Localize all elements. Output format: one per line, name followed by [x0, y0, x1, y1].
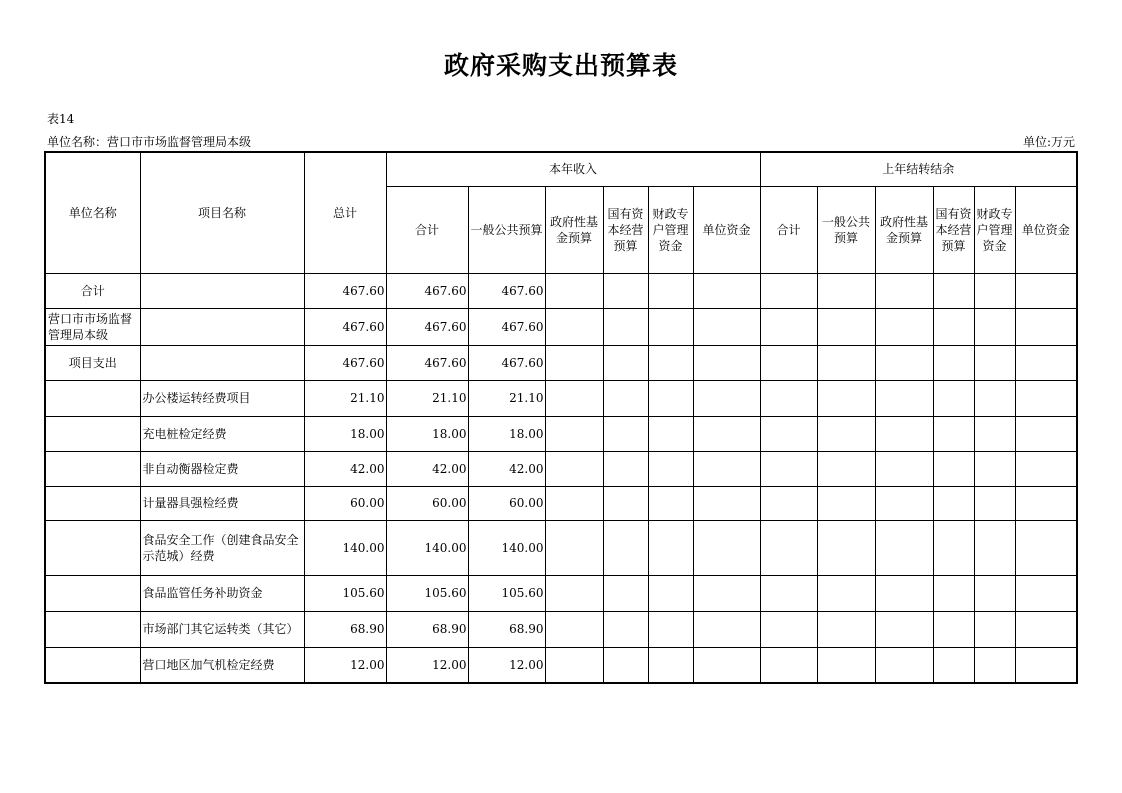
- row-total-cell: 467.60: [304, 273, 386, 308]
- row-carry-unit-funds-cell: [1015, 345, 1077, 380]
- row-carry-general-cell: [817, 486, 875, 520]
- header-item-name: 项目名称: [140, 152, 304, 273]
- row-carry-fiscal-special-cell: [974, 520, 1015, 575]
- row-income-fiscal-special-cell: [648, 345, 693, 380]
- row-total-cell: 18.00: [304, 416, 386, 451]
- row-income-gov-fund-cell: [545, 647, 603, 683]
- header-carry-gov-fund: 政府性基金预算: [875, 186, 933, 273]
- row-carry-gov-fund-cell: [875, 273, 933, 308]
- row-carry-state-capital-cell: [933, 647, 974, 683]
- table-row: [45, 611, 1077, 647]
- row-carry-unit-funds-cell: [1015, 520, 1077, 575]
- row-unit-name-cell: 合计: [45, 273, 140, 308]
- row-unit-name-cell: [45, 611, 140, 647]
- row-income-general-cell: 42.00: [468, 451, 545, 486]
- row-carry-heji-cell: [760, 486, 817, 520]
- row-income-state-capital-cell: [603, 451, 648, 486]
- row-item-name-cell: 食品监管任务补助资金: [140, 575, 304, 611]
- row-carry-general-cell: [817, 611, 875, 647]
- row-income-fiscal-special-cell: [648, 520, 693, 575]
- row-total-cell: 60.00: [304, 486, 386, 520]
- row-income-gov-fund-cell: [545, 273, 603, 308]
- table-row: [45, 308, 1077, 345]
- row-carry-state-capital-cell: [933, 611, 974, 647]
- header-current-income: 本年收入: [386, 152, 760, 186]
- row-income-fiscal-special-cell: [648, 611, 693, 647]
- row-item-name-cell: 市场部门其它运转类（其它）: [140, 611, 304, 647]
- row-total-cell: 42.00: [304, 451, 386, 486]
- row-item-name-cell: 营口地区加气机检定经费: [140, 647, 304, 683]
- row-income-general-cell: 467.60: [468, 345, 545, 380]
- row-income-unit-funds-cell: [693, 520, 760, 575]
- row-carry-gov-fund-cell: [875, 520, 933, 575]
- row-carry-general-cell: [817, 451, 875, 486]
- row-carry-fiscal-special-cell: [974, 345, 1015, 380]
- row-income-unit-funds-cell: [693, 611, 760, 647]
- row-carry-heji-cell: [760, 451, 817, 486]
- row-income-gov-fund-cell: [545, 308, 603, 345]
- row-total-cell: 467.60: [304, 308, 386, 345]
- row-carry-fiscal-special-cell: [974, 273, 1015, 308]
- row-income-gov-fund-cell: [545, 486, 603, 520]
- row-carry-general-cell: [817, 575, 875, 611]
- row-income-general-cell: 68.90: [468, 611, 545, 647]
- row-carry-heji-cell: [760, 345, 817, 380]
- row-carry-unit-funds-cell: [1015, 647, 1077, 683]
- table-row: [45, 380, 1077, 416]
- row-carry-state-capital-cell: [933, 345, 974, 380]
- row-income-fiscal-special-cell: [648, 380, 693, 416]
- header-carry-fiscal-special: 财政专户管理资金: [974, 186, 1015, 273]
- row-income-state-capital-cell: [603, 416, 648, 451]
- row-income-general-cell: 140.00: [468, 520, 545, 575]
- row-income-heji-cell: 105.60: [386, 575, 468, 611]
- row-income-gov-fund-cell: [545, 380, 603, 416]
- row-income-unit-funds-cell: [693, 451, 760, 486]
- row-income-fiscal-special-cell: [648, 647, 693, 683]
- row-income-general-cell: 105.60: [468, 575, 545, 611]
- row-total-cell: 12.00: [304, 647, 386, 683]
- row-item-name-cell: 食品安全工作（创建食品安全示范城）经费: [140, 520, 304, 575]
- row-unit-name-cell: 营口市市场监督管理局本级: [45, 308, 140, 345]
- row-carry-unit-funds-cell: [1015, 416, 1077, 451]
- row-income-fiscal-special-cell: [648, 416, 693, 451]
- row-carry-gov-fund-cell: [875, 647, 933, 683]
- row-unit-name-cell: [45, 451, 140, 486]
- row-carry-gov-fund-cell: [875, 486, 933, 520]
- row-income-state-capital-cell: [603, 273, 648, 308]
- header-carry-general: 一般公共预算: [817, 186, 875, 273]
- row-item-name-cell: 充电桩检定经费: [140, 416, 304, 451]
- table-row: [45, 451, 1077, 486]
- row-income-fiscal-special-cell: [648, 451, 693, 486]
- header-unit-name: 单位名称: [45, 152, 140, 273]
- row-carry-unit-funds-cell: [1015, 308, 1077, 345]
- row-carry-unit-funds-cell: [1015, 451, 1077, 486]
- row-carry-unit-funds-cell: [1015, 380, 1077, 416]
- row-carry-heji-cell: [760, 308, 817, 345]
- header-income-gov-fund: 政府性基金预算: [545, 186, 603, 273]
- row-carry-fiscal-special-cell: [974, 416, 1015, 451]
- row-unit-name-cell: 项目支出: [45, 345, 140, 380]
- row-income-fiscal-special-cell: [648, 575, 693, 611]
- row-income-state-capital-cell: [603, 308, 648, 345]
- row-carry-gov-fund-cell: [875, 308, 933, 345]
- header-row-1: [45, 152, 1077, 186]
- row-carry-gov-fund-cell: [875, 345, 933, 380]
- row-unit-name-cell: [45, 486, 140, 520]
- row-carry-fiscal-special-cell: [974, 647, 1015, 683]
- row-carry-gov-fund-cell: [875, 611, 933, 647]
- row-carry-state-capital-cell: [933, 308, 974, 345]
- row-income-state-capital-cell: [603, 486, 648, 520]
- row-carry-fiscal-special-cell: [974, 486, 1015, 520]
- row-total-cell: 467.60: [304, 345, 386, 380]
- currency-unit-label: 单位:万元: [1022, 135, 1075, 149]
- row-unit-name-cell: [45, 416, 140, 451]
- row-carry-general-cell: [817, 647, 875, 683]
- table-row: [45, 345, 1077, 380]
- row-carry-unit-funds-cell: [1015, 575, 1077, 611]
- row-carry-state-capital-cell: [933, 380, 974, 416]
- row-income-heji-cell: 60.00: [386, 486, 468, 520]
- row-income-gov-fund-cell: [545, 520, 603, 575]
- row-carry-unit-funds-cell: [1015, 486, 1077, 520]
- row-carry-heji-cell: [760, 380, 817, 416]
- unit-name-label: 单位名称：营口市市场监督管理局本级: [47, 135, 252, 149]
- row-income-heji-cell: 12.00: [386, 647, 468, 683]
- row-carry-state-capital-cell: [933, 520, 974, 575]
- row-income-heji-cell: 42.00: [386, 451, 468, 486]
- header-income-fiscal-special: 财政专户管理资金: [648, 186, 693, 273]
- row-income-fiscal-special-cell: [648, 486, 693, 520]
- row-income-unit-funds-cell: [693, 647, 760, 683]
- row-carry-fiscal-special-cell: [974, 380, 1015, 416]
- row-income-heji-cell: 21.10: [386, 380, 468, 416]
- row-income-unit-funds-cell: [693, 486, 760, 520]
- header-carry-state-capital: 国有资本经营预算: [933, 186, 974, 273]
- row-income-general-cell: 18.00: [468, 416, 545, 451]
- row-carry-fiscal-special-cell: [974, 451, 1015, 486]
- row-carry-general-cell: [817, 273, 875, 308]
- row-income-heji-cell: 467.60: [386, 308, 468, 345]
- row-unit-name-cell: [45, 380, 140, 416]
- row-income-fiscal-special-cell: [648, 308, 693, 345]
- row-carry-gov-fund-cell: [875, 451, 933, 486]
- table-row: [45, 416, 1077, 451]
- row-total-cell: 21.10: [304, 380, 386, 416]
- row-item-name-cell: [140, 273, 304, 308]
- row-income-gov-fund-cell: [545, 451, 603, 486]
- row-carry-heji-cell: [760, 575, 817, 611]
- row-income-heji-cell: 68.90: [386, 611, 468, 647]
- row-carry-state-capital-cell: [933, 416, 974, 451]
- row-carry-general-cell: [817, 345, 875, 380]
- row-carry-gov-fund-cell: [875, 380, 933, 416]
- row-income-gov-fund-cell: [545, 575, 603, 611]
- row-carry-heji-cell: [760, 520, 817, 575]
- table-number: 表14: [47, 112, 75, 126]
- header-carry-heji: 合计: [760, 186, 817, 273]
- row-carry-heji-cell: [760, 647, 817, 683]
- header-total: 总计: [304, 152, 386, 273]
- row-carry-general-cell: [817, 308, 875, 345]
- row-income-unit-funds-cell: [693, 273, 760, 308]
- row-carry-state-capital-cell: [933, 273, 974, 308]
- row-carry-unit-funds-cell: [1015, 273, 1077, 308]
- row-carry-heji-cell: [760, 273, 817, 308]
- row-income-unit-funds-cell: [693, 575, 760, 611]
- row-income-heji-cell: 467.60: [386, 345, 468, 380]
- row-income-general-cell: 12.00: [468, 647, 545, 683]
- row-total-cell: 68.90: [304, 611, 386, 647]
- table-row: [45, 520, 1077, 575]
- row-income-heji-cell: 467.60: [386, 273, 468, 308]
- row-carry-fiscal-special-cell: [974, 308, 1015, 345]
- row-unit-name-cell: [45, 520, 140, 575]
- row-income-gov-fund-cell: [545, 611, 603, 647]
- row-item-name-cell: [140, 345, 304, 380]
- row-income-heji-cell: 18.00: [386, 416, 468, 451]
- row-income-heji-cell: 140.00: [386, 520, 468, 575]
- row-income-unit-funds-cell: [693, 308, 760, 345]
- row-income-general-cell: 467.60: [468, 308, 545, 345]
- row-income-general-cell: 467.60: [468, 273, 545, 308]
- row-income-gov-fund-cell: [545, 345, 603, 380]
- row-carry-fiscal-special-cell: [974, 611, 1015, 647]
- row-income-state-capital-cell: [603, 575, 648, 611]
- row-unit-name-cell: [45, 575, 140, 611]
- header-income-state-capital: 国有资本经营预算: [603, 186, 648, 273]
- row-income-general-cell: 21.10: [468, 380, 545, 416]
- row-income-gov-fund-cell: [545, 416, 603, 451]
- header-income-heji: 合计: [386, 186, 468, 273]
- header-carry-unit-funds: 单位资金: [1015, 186, 1077, 273]
- row-total-cell: 105.60: [304, 575, 386, 611]
- page-title: 政府采购支出预算表: [443, 51, 678, 80]
- row-carry-general-cell: [817, 416, 875, 451]
- row-carry-general-cell: [817, 380, 875, 416]
- header-income-general: 一般公共预算: [468, 186, 545, 273]
- row-carry-state-capital-cell: [933, 486, 974, 520]
- row-income-fiscal-special-cell: [648, 273, 693, 308]
- table-row: [45, 273, 1077, 308]
- row-total-cell: 140.00: [304, 520, 386, 575]
- row-income-state-capital-cell: [603, 380, 648, 416]
- row-carry-gov-fund-cell: [875, 416, 933, 451]
- row-item-name-cell: 办公楼运转经费项目: [140, 380, 304, 416]
- row-carry-heji-cell: [760, 611, 817, 647]
- table-row: [45, 486, 1077, 520]
- row-carry-general-cell: [817, 520, 875, 575]
- row-carry-state-capital-cell: [933, 575, 974, 611]
- row-item-name-cell: 非自动衡器检定费: [140, 451, 304, 486]
- row-income-state-capital-cell: [603, 520, 648, 575]
- row-carry-unit-funds-cell: [1015, 611, 1077, 647]
- row-income-state-capital-cell: [603, 611, 648, 647]
- row-item-name-cell: 计量器具强检经费: [140, 486, 304, 520]
- row-income-unit-funds-cell: [693, 345, 760, 380]
- row-income-general-cell: 60.00: [468, 486, 545, 520]
- budget-table: [44, 151, 1078, 684]
- header-carryover: 上年结转结余: [760, 152, 1077, 186]
- table-row: [45, 575, 1077, 611]
- row-carry-heji-cell: [760, 416, 817, 451]
- row-income-unit-funds-cell: [693, 380, 760, 416]
- row-income-state-capital-cell: [603, 647, 648, 683]
- row-item-name-cell: [140, 308, 304, 345]
- row-carry-gov-fund-cell: [875, 575, 933, 611]
- row-unit-name-cell: [45, 647, 140, 683]
- header-income-unit-funds: 单位资金: [693, 186, 760, 273]
- row-income-unit-funds-cell: [693, 416, 760, 451]
- table-row: [45, 647, 1077, 683]
- row-carry-fiscal-special-cell: [974, 575, 1015, 611]
- row-carry-state-capital-cell: [933, 451, 974, 486]
- row-income-state-capital-cell: [603, 345, 648, 380]
